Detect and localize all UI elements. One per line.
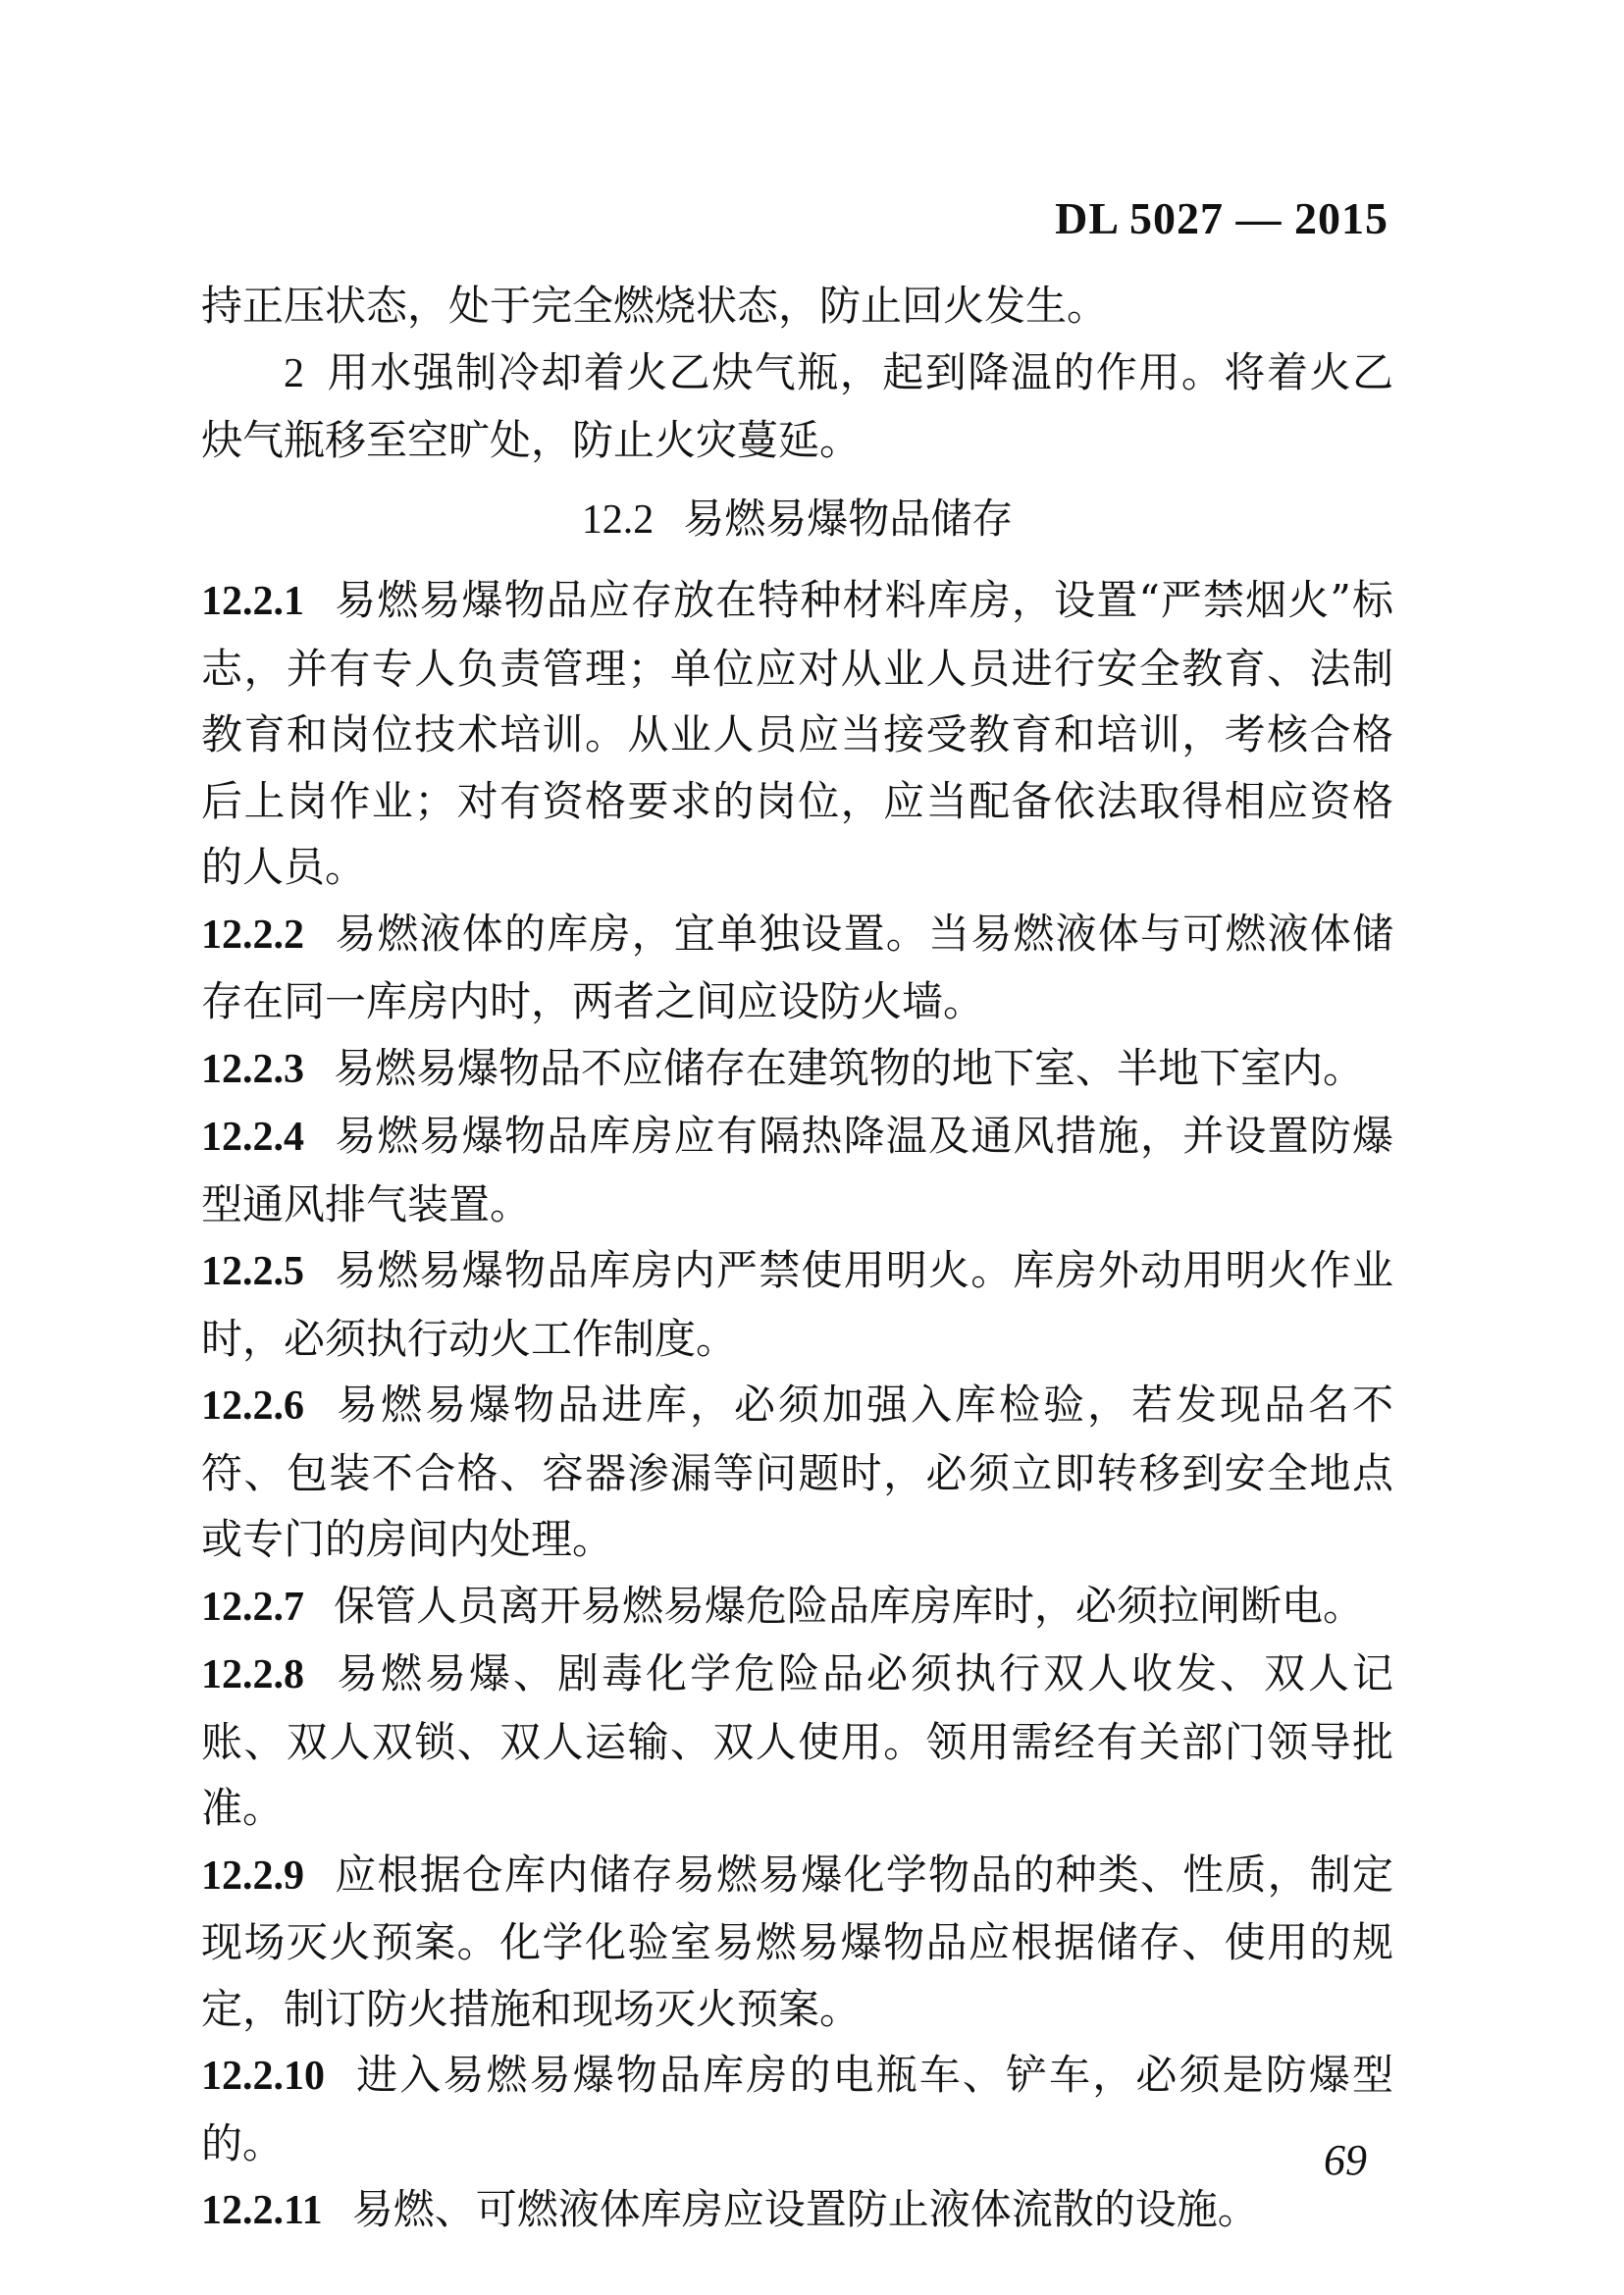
clause-12-2-8 xyxy=(201,1641,1393,1842)
clause-12-2-2 xyxy=(201,901,1393,1035)
clause-number: 12.2.2 xyxy=(201,912,304,958)
clause-12-2-10 xyxy=(201,2042,1393,2176)
clause-12-2-6 xyxy=(201,1372,1393,1573)
clause-12-2-4 xyxy=(201,1103,1393,1237)
clause-text: 进入易燃易爆物品库房的电瓶车、铲车，必须是防爆型的。 xyxy=(201,2051,1393,2167)
clause-text: 易燃、可燃液体库房应设置防止液体流散的设施。 xyxy=(351,2185,1259,2233)
list-item-2 xyxy=(201,339,1393,474)
clause-number: 12.2.1 xyxy=(201,579,304,624)
clause-number: 12.2.4 xyxy=(201,1115,304,1160)
clause-number: 12.2.6 xyxy=(201,1383,304,1429)
continuation-paragraph: 持正压状态，处于完全燃烧状态，防止回火发生。 xyxy=(201,282,1109,330)
clause-text: 应根据仓库内储存易燃易爆化学物品的种类、性质，制定现场灭火预案。化学化验室易燃易爆物品应根据储存、使用的规定，制订防火措施和现场灭火预案。 xyxy=(201,1850,1393,2033)
clause-12-2-1 xyxy=(201,567,1393,901)
clause-text: 易燃易爆、剧毒化学危险品必须执行双人收发、双人记账、双人双锁、双人运输、双人使用。领用需经有关部门领导批准。 xyxy=(201,1649,1393,1832)
section-title: 易燃易爆物品储存 xyxy=(683,494,1014,543)
clause-12-2-7 xyxy=(201,1573,1393,1642)
clause-text: 易燃易爆物品不应储存在建筑物的地下室、半地下室内。 xyxy=(334,1043,1365,1092)
list-item-text: 用水强制冷却着火乙炔气瓶，起到降温的作用。将着火乙炔气瓶移至空旷处，防止火灾蔓延。 xyxy=(201,347,1393,464)
page-content xyxy=(201,273,1393,2245)
clause-number: 12.2.3 xyxy=(201,1046,304,1092)
clause-12-2-5 xyxy=(201,1237,1393,1372)
clause-text: 易燃液体的库房，宜单独设置。当易燃液体与可燃液体储存在同一库房内时，两者之间应设防火墙。 xyxy=(201,909,1393,1025)
clause-text: 易燃易爆物品库房应有隔热降温及通风措施，并设置防爆型通风排气装置。 xyxy=(201,1112,1393,1228)
section-number: 12.2 xyxy=(581,496,655,543)
clause-text: 保管人员离开易燃易爆危险品库房库时，必须拉闸断电。 xyxy=(334,1581,1365,1630)
clause-number: 12.2.8 xyxy=(201,1652,304,1697)
clause-text: 易燃易爆物品库房内严禁使用明火。库房外动用明火作业时，必须执行动火工作制度。 xyxy=(201,1246,1393,1363)
clause-text: 易燃易爆物品应存放在特种材料库房，设置“严禁烟火”标志，并有专人负责管理；单位应对从业人员进行安全教育、法制教育和岗位技术培训。从业人员应当接受教育和培训，考核合格后上岗作业；对有资格要求的岗位，应当配备依法取得相应资格的人员。 xyxy=(201,576,1393,891)
clause-12-2-9 xyxy=(201,1842,1393,2043)
clause-number: 12.2.11 xyxy=(201,2188,323,2233)
clause-number: 12.2.7 xyxy=(201,1584,304,1630)
list-item-number: 2 xyxy=(284,350,304,396)
clause-12-2-3 xyxy=(201,1035,1393,1104)
document-code: DL 5027 — 2015 xyxy=(1055,193,1388,243)
page-number: 69 xyxy=(1324,2136,1367,2184)
clause-number: 12.2.10 xyxy=(201,2054,325,2099)
section-heading xyxy=(201,486,1393,554)
clause-text: 易燃易爆物品进库，必须加强入库检验，若发现品名不符、包装不合格、容器渗漏等问题时，必须立即转移到安全地点或专门的房间内处理。 xyxy=(201,1381,1393,1563)
clause-number: 12.2.5 xyxy=(201,1249,304,1294)
clause-12-2-11 xyxy=(201,2176,1393,2245)
clause-number: 12.2.9 xyxy=(201,1852,304,1899)
